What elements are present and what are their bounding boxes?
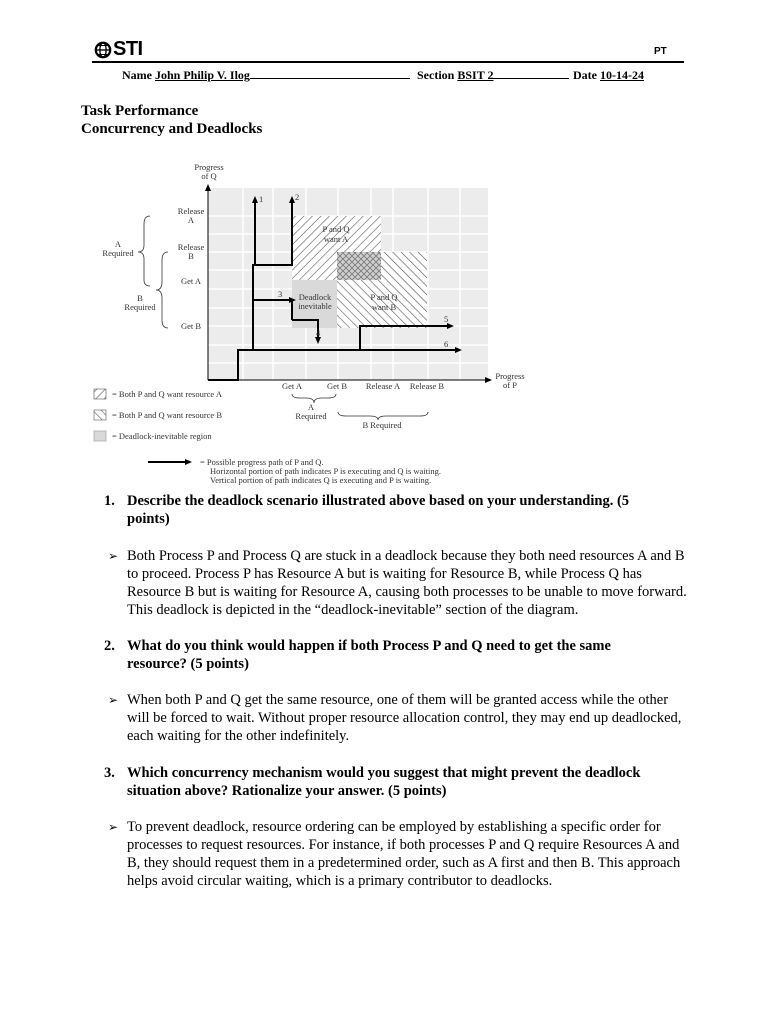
question-number: 2. [104, 638, 115, 654]
answer-text: To prevent deadlock, resource ordering can be employed by establishing a specific order for processes to request resources. For instance, if both processes P and Q require Resources A and B, they should request them in a predetermined order, such as A first and then B. This approach helps avoid circular waiting, which is a primary contributor to deadlocks. [127, 819, 681, 889]
deadlock-label-2: inevitable [298, 301, 332, 311]
x-axis-title-2: of P [503, 380, 517, 390]
path-label-4: 4 [316, 328, 321, 338]
bullet-arrow-icon: ➢ [108, 693, 119, 707]
path-label-6: 6 [444, 339, 449, 349]
section-label: Section [417, 68, 455, 82]
question-2 [104, 637, 664, 673]
doc-type: PT [654, 46, 667, 57]
page-title: Task Performance [81, 103, 199, 119]
legend-path-3: Vertical portion of path indicates Q is executing and P is waiting. [210, 475, 432, 485]
answer-3 [104, 818, 689, 890]
name-field [122, 68, 410, 83]
header-rule [92, 61, 684, 63]
legend-path-1: = Possible progress path of P and Q. [200, 457, 324, 467]
legend-swatch-a [94, 389, 106, 399]
x-label-get-b: Get B [326, 381, 348, 391]
deadlock-label-1: Deadlock [298, 292, 332, 302]
answer-2 [104, 691, 689, 745]
x-label-get-a: Get A [281, 381, 303, 391]
x-axis-arrow [485, 377, 492, 383]
answer-text: When both P and Q get the same resource, one of them will be granted access while the other will be forced to wait. Without proper resource allocation control, they may end up deadlocked, each waiting for the other indefinitely. [127, 692, 682, 744]
legend-path-2: Horizontal portion of path indicates P is executing and Q is waiting. [210, 466, 442, 476]
section-value: BSIT 2 [457, 68, 494, 82]
bullet-arrow-icon: ➢ [108, 820, 119, 834]
y-label-release-a-2: A [187, 215, 195, 225]
x-axis-title-1: Progress [495, 371, 525, 381]
x-label-release-a: Release A [365, 381, 401, 391]
want-a-label-1: P and Q [322, 224, 350, 234]
legend-text-a: = Both P and Q want resource A [112, 389, 223, 399]
question-text: What do you think would happen if both Process P and Q need to get the same resource? (5 points) [127, 638, 611, 672]
x-b-required-label: B Required [362, 420, 402, 430]
y-label-get-a: Get A [180, 276, 202, 286]
question-number: 3. [104, 765, 115, 781]
y-label-release-b-1: Release [177, 242, 205, 252]
logo-text: STI [113, 38, 143, 60]
a-required-label-2: Required [102, 248, 134, 258]
region-overlap [337, 252, 381, 280]
path-label-1: 1 [259, 194, 264, 204]
question-text: Describe the deadlock scenario illustrated above based on your understanding. (5 points) [127, 493, 630, 527]
x-b-required-brace [338, 412, 428, 420]
question-3 [104, 764, 664, 800]
question-1 [104, 492, 664, 528]
y-axis-title-2: of Q [201, 171, 217, 181]
b-required-label-1: B [137, 293, 143, 303]
answer-1 [104, 547, 689, 619]
want-b-label-1: P and Q [370, 292, 398, 302]
date-label: Date [573, 68, 597, 82]
date-value: 10-14-24 [600, 68, 644, 82]
name-value: John Philip V. Ilog [155, 68, 250, 82]
want-a-label-2: want A [323, 234, 349, 244]
legend-text-b: = Both P and Q want resource B [112, 410, 223, 420]
name-label: Name [122, 68, 152, 82]
b-required-label-2: Required [124, 302, 156, 312]
page-subtitle: Concurrency and Deadlocks [81, 121, 263, 137]
legend-text-deadlock: = Deadlock-inevitable region [112, 431, 212, 441]
section-field [417, 68, 569, 83]
x-a-required-label-1: A [307, 402, 315, 412]
path-label-2: 2 [295, 192, 300, 202]
globe-icon [94, 41, 112, 59]
sti-logo [94, 38, 143, 61]
y-axis-title-1: Progress [194, 162, 224, 172]
date-field [573, 68, 644, 83]
question-number: 1. [104, 493, 115, 509]
answer-text: Both Process P and Process Q are stuck in a deadlock because they both need resources A and B to proceed. Process P has Resource A but is waiting for Resource B, while Process Q has Resource B but is waiting for Resource A, causing both processes to be unable to move forward. This deadlock is depicted in the “deadlock-inevitable” section of the diagram. [127, 548, 687, 618]
y-axis-arrow [205, 184, 211, 191]
y-label-get-b: Get B [180, 321, 202, 331]
path-label-5: 5 [444, 314, 449, 324]
y-label-release-b-2: B [188, 251, 194, 261]
a-required-brace [138, 216, 150, 286]
legend-path-arrow [185, 459, 192, 465]
x-label-release-b: Release B [409, 381, 445, 391]
want-b-label-2: want B [371, 302, 397, 312]
question-text: Which concurrency mechanism would you suggest that might prevent the deadlock situation above? Rationalize your answer. (5 points) [127, 765, 641, 799]
deadlock-diagram [88, 160, 528, 490]
b-required-brace [156, 252, 168, 328]
y-label-release-a-1: Release [177, 206, 205, 216]
legend-swatch-b [94, 410, 106, 420]
a-required-label-1: A [114, 239, 122, 249]
bullet-arrow-icon: ➢ [108, 549, 119, 563]
path-label-3: 3 [278, 289, 283, 299]
legend-swatch-deadlock [94, 431, 106, 441]
x-a-required-label-2: Required [295, 411, 327, 421]
